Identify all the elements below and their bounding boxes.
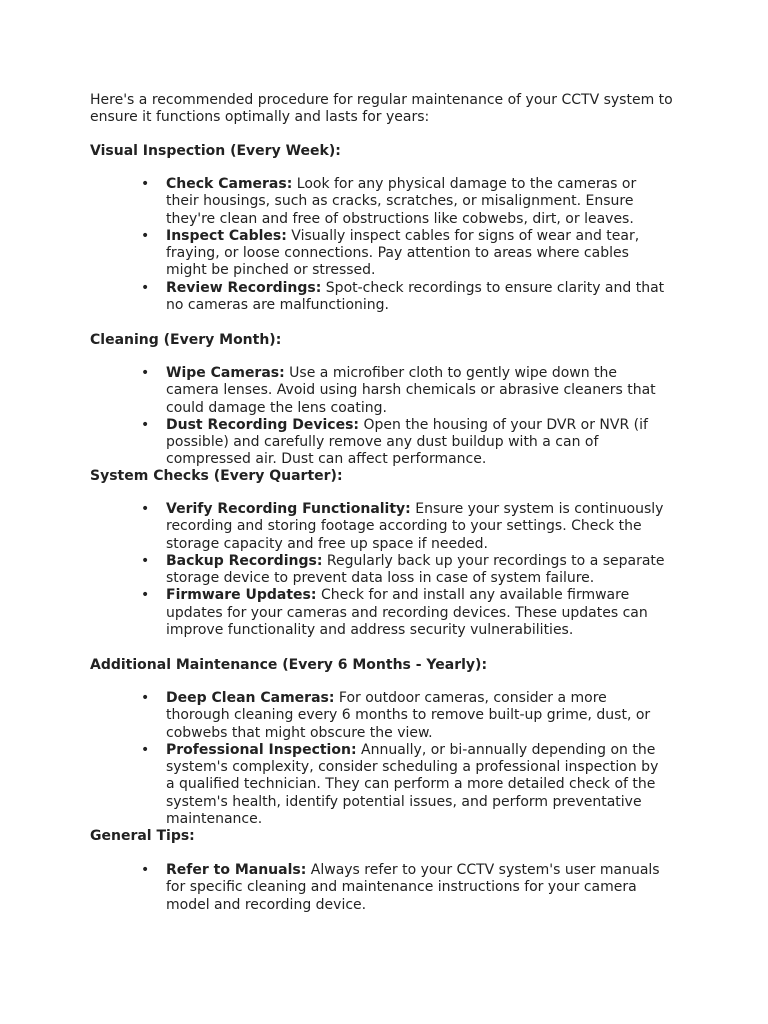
item-term: Verify Recording Functionality: bbox=[166, 501, 411, 517]
item-term: Backup Recordings: bbox=[166, 552, 323, 569]
section-heading-monthly: Cleaning (Every Month): bbox=[90, 332, 282, 348]
list-item bbox=[90, 501, 670, 553]
list-item bbox=[90, 280, 670, 315]
item-text: Visually inspect cables for signs of wear and tear, fraying, or loose connections. Pay attention to areas where cables might be pinched or stressed. bbox=[166, 227, 640, 279]
bullet-list-biannual bbox=[90, 690, 670, 828]
list-item bbox=[90, 228, 670, 280]
item-term: Dust Recording Devices: bbox=[166, 416, 360, 433]
item-text: Always refer to your CCTV system's user manuals for specific cleaning and maintenance instructions for your camera model and recording device. bbox=[166, 862, 660, 913]
bullet-list-quarterly bbox=[90, 501, 670, 639]
item-term: Firmware Updates: bbox=[166, 587, 317, 604]
list-item bbox=[90, 690, 670, 742]
item-text: Look for any physical damage to the cameras or their housings, such as cracks, scratches, or misalignment. Ensure they're clean and free of obstructions like cobwebs, dirt, or leaves. bbox=[166, 176, 637, 227]
section-heading-biannual: Additional Maintenance (Every 6 Months - Yearly): bbox=[90, 657, 488, 673]
list-item bbox=[90, 742, 670, 828]
item-text: Spot-check recordings to ensure clarity and that no cameras are malfunctioning. bbox=[166, 279, 665, 314]
list-item bbox=[90, 176, 670, 228]
list-item bbox=[90, 365, 670, 417]
item-text: Regularly back up your recordings to a separate storage device to prevent data loss in case of system failure. bbox=[166, 552, 665, 587]
list-item bbox=[90, 862, 670, 914]
item-term: Inspect Cables: bbox=[166, 227, 287, 244]
item-text: Check for and install any available firmware updates for your cameras and recording devices. These updates can improve functionality and address security vulnerabilities. bbox=[166, 587, 648, 639]
item-text: Use a microfiber cloth to gently wipe down the camera lenses. Avoid using harsh chemicals or abrasive cleaners that could damage the lens coating. bbox=[166, 365, 656, 416]
section-heading-general-tips: General Tips: bbox=[90, 828, 195, 844]
item-text: For outdoor cameras, consider a more thorough cleaning every 6 months to remove built-up grime, dust, or cobwebs that might obscure the view. bbox=[166, 690, 651, 741]
section-heading-weekly: Visual Inspection (Every Week): bbox=[90, 143, 341, 159]
item-term: Professional Inspection: bbox=[166, 741, 357, 758]
item-term: Wipe Cameras: bbox=[166, 365, 285, 381]
section-heading-quarterly: System Checks (Every Quarter): bbox=[90, 468, 343, 484]
item-text: Open the housing of your DVR or NVR (if possible) and carefully remove any dust buildup with a can of compressed air. Dust can affect performance. bbox=[166, 416, 648, 468]
bullet-list-weekly bbox=[90, 176, 670, 314]
list-item bbox=[90, 417, 670, 469]
bullet-list-monthly bbox=[90, 365, 670, 469]
item-term: Refer to Manuals: bbox=[166, 862, 307, 878]
item-term: Deep Clean Cameras: bbox=[166, 690, 335, 706]
bullet-list-general-tips bbox=[90, 862, 670, 914]
intro-paragraph: Here's a recommended procedure for regular maintenance of your CCTV system to ensure it functions optimally and lasts for years: bbox=[90, 92, 673, 126]
item-text: Ensure your system is continuously recording and storing footage according to your settings. Check the storage capacity and free up space if needed. bbox=[166, 501, 664, 552]
list-item bbox=[90, 553, 670, 588]
item-term: Check Cameras: bbox=[166, 176, 293, 192]
list-item bbox=[90, 587, 670, 639]
item-text: Annually, or bi-annually depending on the system's complexity, consider scheduling a professional inspection by a qualified technician. They can perform a more detailed check of the system's health, identify potential issues, and perform preventative maintenance. bbox=[166, 741, 659, 828]
item-term: Review Recordings: bbox=[166, 279, 322, 296]
